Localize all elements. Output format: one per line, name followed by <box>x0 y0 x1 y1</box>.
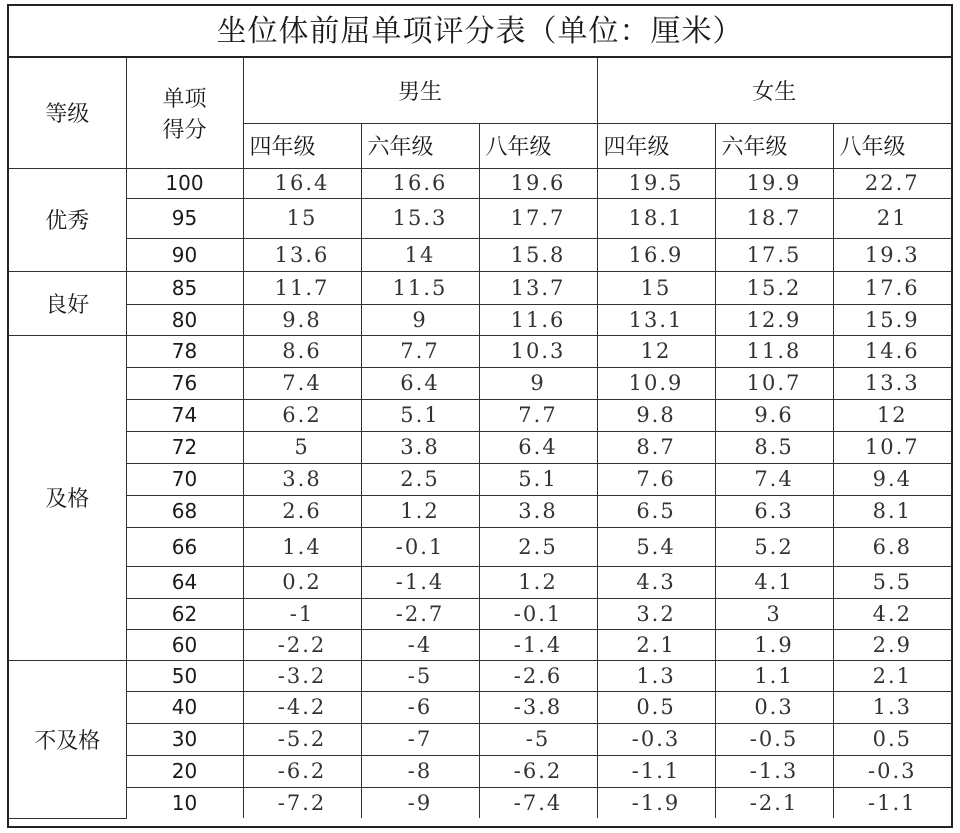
value-cell: -1.9 <box>597 787 715 818</box>
value-cell: 15 <box>597 271 715 304</box>
value-cell: -1.3 <box>715 755 833 787</box>
header-score <box>126 58 243 168</box>
table-row <box>9 367 951 399</box>
score-cell: 90 <box>126 238 243 271</box>
score-cell: 100 <box>126 168 243 198</box>
table-row <box>9 660 951 691</box>
value-cell: 2.1 <box>597 629 715 660</box>
value-cell: 19.9 <box>715 168 833 198</box>
value-cell: -7 <box>361 723 479 755</box>
value-cell: 3 <box>715 598 833 629</box>
value-cell: 8.7 <box>597 431 715 463</box>
value-cell: 22.7 <box>833 168 951 198</box>
table-row <box>9 691 951 723</box>
value-cell: -9 <box>361 787 479 818</box>
value-cell: 19.6 <box>479 168 597 198</box>
value-cell: 3.8 <box>361 431 479 463</box>
value-cell: 5.4 <box>597 527 715 566</box>
table-row <box>9 787 951 818</box>
value-cell: 19.3 <box>833 238 951 271</box>
value-cell: 5.5 <box>833 566 951 598</box>
value-cell: 15.8 <box>479 238 597 271</box>
value-cell: 8.6 <box>243 335 361 367</box>
value-cell: -3.2 <box>243 660 361 691</box>
value-cell: 16.4 <box>243 168 361 198</box>
table-row <box>9 399 951 431</box>
value-cell: 6.5 <box>597 495 715 527</box>
score-cell: 80 <box>126 304 243 335</box>
value-cell: 6.4 <box>479 431 597 463</box>
value-cell: -6.2 <box>243 755 361 787</box>
value-cell: 0.5 <box>597 691 715 723</box>
value-cell: 1.3 <box>597 660 715 691</box>
score-cell: 60 <box>126 629 243 660</box>
score-cell: 30 <box>126 723 243 755</box>
value-cell: 5 <box>243 431 361 463</box>
value-cell: 6.4 <box>361 367 479 399</box>
header-grade-male-4: 四年级 <box>243 123 361 168</box>
value-cell: -5 <box>361 660 479 691</box>
score-cell: 50 <box>126 660 243 691</box>
value-cell: 15.3 <box>361 198 479 238</box>
score-cell: 40 <box>126 691 243 723</box>
score-cell: 64 <box>126 566 243 598</box>
value-cell: -7.2 <box>243 787 361 818</box>
table-row <box>9 463 951 495</box>
value-cell: 15 <box>243 198 361 238</box>
value-cell: 15.9 <box>833 304 951 335</box>
value-cell: 21 <box>833 198 951 238</box>
value-cell: 0.5 <box>833 723 951 755</box>
value-cell: 18.1 <box>597 198 715 238</box>
value-cell: 6.8 <box>833 527 951 566</box>
value-cell: 9.6 <box>715 399 833 431</box>
table-row <box>9 238 951 271</box>
header-male: 男生 <box>243 58 597 123</box>
value-cell: 9 <box>361 304 479 335</box>
score-cell: 72 <box>126 431 243 463</box>
level-cell: 不及格 <box>9 660 126 818</box>
table-row <box>9 335 951 367</box>
value-cell: 6.3 <box>715 495 833 527</box>
value-cell: 7.6 <box>597 463 715 495</box>
header-grade-male-8: 八年级 <box>479 123 597 168</box>
value-cell: 7.7 <box>479 399 597 431</box>
value-cell: 13.6 <box>243 238 361 271</box>
header-grade-male-6: 六年级 <box>361 123 479 168</box>
header-level: 等级 <box>9 58 126 168</box>
table-row <box>9 198 951 238</box>
header-score-line1: 单项 <box>162 86 207 112</box>
value-cell: 14.6 <box>833 335 951 367</box>
value-cell: 16.6 <box>361 168 479 198</box>
value-cell: -5 <box>479 723 597 755</box>
table-row <box>9 629 951 660</box>
value-cell: -4 <box>361 629 479 660</box>
value-cell: 10.7 <box>715 367 833 399</box>
score-cell: 66 <box>126 527 243 566</box>
value-cell: 11.6 <box>479 304 597 335</box>
value-cell: -0.1 <box>361 527 479 566</box>
value-cell: -6.2 <box>479 755 597 787</box>
value-cell: 13.3 <box>833 367 951 399</box>
score-cell: 20 <box>126 755 243 787</box>
value-cell: 7.7 <box>361 335 479 367</box>
value-cell: 10.7 <box>833 431 951 463</box>
score-cell: 68 <box>126 495 243 527</box>
value-cell: 5.1 <box>479 463 597 495</box>
value-cell: 14 <box>361 238 479 271</box>
table-row <box>9 304 951 335</box>
score-cell: 74 <box>126 399 243 431</box>
value-cell: 13.1 <box>597 304 715 335</box>
value-cell: 15.2 <box>715 271 833 304</box>
value-cell: 17.7 <box>479 198 597 238</box>
value-cell: 2.1 <box>833 660 951 691</box>
value-cell: 16.9 <box>597 238 715 271</box>
table-body <box>9 168 951 818</box>
value-cell: -2.1 <box>715 787 833 818</box>
value-cell: 9.8 <box>597 399 715 431</box>
value-cell: 8.5 <box>715 431 833 463</box>
value-cell: 1.2 <box>361 495 479 527</box>
value-cell: -0.3 <box>597 723 715 755</box>
table-row <box>9 527 951 566</box>
header-grade-female-8: 八年级 <box>833 123 951 168</box>
value-cell: -3.8 <box>479 691 597 723</box>
header-grade-female-6: 六年级 <box>715 123 833 168</box>
value-cell: -0.5 <box>715 723 833 755</box>
value-cell: 0.2 <box>243 566 361 598</box>
value-cell: 18.7 <box>715 198 833 238</box>
value-cell: -2.7 <box>361 598 479 629</box>
value-cell: 19.5 <box>597 168 715 198</box>
value-cell: -5.2 <box>243 723 361 755</box>
value-cell: 12 <box>597 335 715 367</box>
score-table <box>9 58 951 819</box>
value-cell: 1.9 <box>715 629 833 660</box>
value-cell: -4.2 <box>243 691 361 723</box>
value-cell: 9.4 <box>833 463 951 495</box>
score-cell: 70 <box>126 463 243 495</box>
value-cell: 10.9 <box>597 367 715 399</box>
value-cell: 3.2 <box>597 598 715 629</box>
value-cell: 9.8 <box>243 304 361 335</box>
value-cell: 3.8 <box>479 495 597 527</box>
value-cell: 4.1 <box>715 566 833 598</box>
level-cell: 及格 <box>9 335 126 660</box>
header-female: 女生 <box>597 58 951 123</box>
table-row <box>9 566 951 598</box>
table-row <box>9 598 951 629</box>
value-cell: 13.7 <box>479 271 597 304</box>
page-title: 坐位体前屈单项评分表（单位：厘米） <box>9 6 951 58</box>
value-cell: 8.1 <box>833 495 951 527</box>
value-cell: 2.9 <box>833 629 951 660</box>
value-cell: 11.8 <box>715 335 833 367</box>
value-cell: 1.1 <box>715 660 833 691</box>
table-row <box>9 495 951 527</box>
header-grade-female-4: 四年级 <box>597 123 715 168</box>
score-cell: 76 <box>126 367 243 399</box>
score-cell: 10 <box>126 787 243 818</box>
value-cell: 9 <box>479 367 597 399</box>
value-cell: 11.5 <box>361 271 479 304</box>
value-cell: -1.1 <box>833 787 951 818</box>
table-row <box>9 168 951 198</box>
level-cell: 良好 <box>9 271 126 335</box>
value-cell: 11.7 <box>243 271 361 304</box>
value-cell: -8 <box>361 755 479 787</box>
score-cell: 95 <box>126 198 243 238</box>
value-cell: 1.4 <box>243 527 361 566</box>
value-cell: -6 <box>361 691 479 723</box>
value-cell: 3.8 <box>243 463 361 495</box>
level-cell: 优秀 <box>9 168 126 271</box>
value-cell: 5.1 <box>361 399 479 431</box>
header-score-line2: 得分 <box>162 117 207 143</box>
table-row <box>9 723 951 755</box>
value-cell: -2.2 <box>243 629 361 660</box>
value-cell: -2.6 <box>479 660 597 691</box>
score-cell: 78 <box>126 335 243 367</box>
value-cell: 17.6 <box>833 271 951 304</box>
value-cell: 4.3 <box>597 566 715 598</box>
value-cell: 2.5 <box>479 527 597 566</box>
value-cell: -7.4 <box>479 787 597 818</box>
value-cell: -1 <box>243 598 361 629</box>
score-cell: 85 <box>126 271 243 304</box>
value-cell: 4.2 <box>833 598 951 629</box>
value-cell: -1.1 <box>597 755 715 787</box>
value-cell: 7.4 <box>243 367 361 399</box>
table-row <box>9 271 951 304</box>
value-cell: 1.3 <box>833 691 951 723</box>
table-row <box>9 755 951 787</box>
value-cell: 6.2 <box>243 399 361 431</box>
value-cell: 10.3 <box>479 335 597 367</box>
value-cell: 2.5 <box>361 463 479 495</box>
score-table-document <box>7 4 953 828</box>
value-cell: 5.2 <box>715 527 833 566</box>
value-cell: 12.9 <box>715 304 833 335</box>
value-cell: -1.4 <box>479 629 597 660</box>
value-cell: -0.3 <box>833 755 951 787</box>
value-cell: 1.2 <box>479 566 597 598</box>
value-cell: 7.4 <box>715 463 833 495</box>
table-row <box>9 431 951 463</box>
value-cell: -1.4 <box>361 566 479 598</box>
value-cell: 17.5 <box>715 238 833 271</box>
value-cell: 12 <box>833 399 951 431</box>
value-cell: 0.3 <box>715 691 833 723</box>
score-cell: 62 <box>126 598 243 629</box>
value-cell: -0.1 <box>479 598 597 629</box>
value-cell: 2.6 <box>243 495 361 527</box>
